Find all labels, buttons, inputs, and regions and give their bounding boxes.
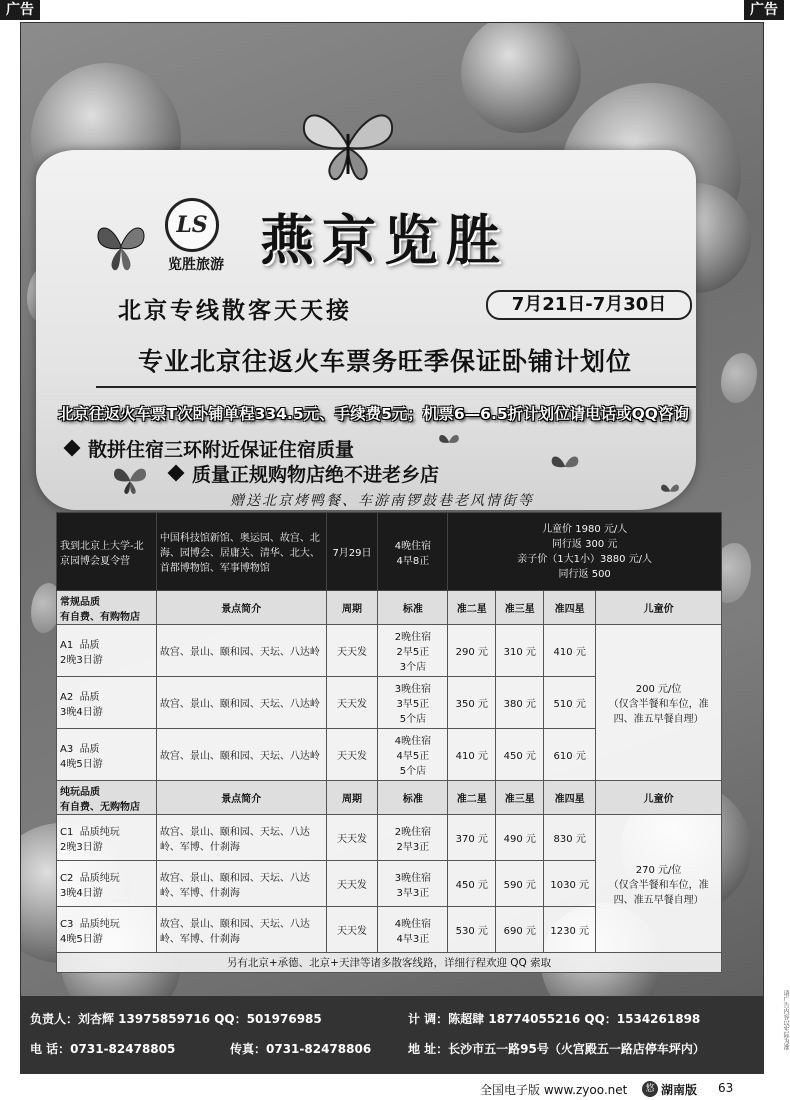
- petal-decoration: [721, 353, 757, 403]
- contact-address: 地 址：长沙市五一路95号（火宫殿五一路店停车坪内）: [408, 1042, 705, 1056]
- summer-camp-prices: 儿童价 1980 元/人 同行返 300 元 亲子价（1大1小）3880 元/人 同行返 500: [448, 513, 722, 591]
- publisher-seal-icon: 悠: [642, 1081, 658, 1097]
- contact-fax: 传真：0731-82478806: [230, 1042, 372, 1056]
- table-row: C3 品质纯玩 4晚5日游 故宫、景山、颐和园、天坛、八达岭、军博、什刹海 天天发 4晚住宿 4早3正 530 元 690 元 1230 元: [57, 907, 722, 953]
- table-row: A1 品质 2晚3日游 故宫、景山、颐和园、天坛、八达岭 天天发 2晚住宿 2早5正 3个店 290 元 310 元 410 元 200 元/位 （仅含半餐和车位，准四、准五早餐自理）: [57, 625, 722, 677]
- contact-phone: 电 话：0731-82478805: [30, 1042, 176, 1056]
- page-footer: [0, 1078, 790, 1100]
- pure-child-price: 270 元/位 （仅含半餐和车位，准四、准五早餐自理）: [596, 815, 722, 953]
- butterfly-icon: [94, 218, 148, 274]
- table-row: C2 品质纯玩 3晚4日游 故宫、景山、颐和园、天坛、八达岭、军博、什刹海 天天发 3晚住宿 3早3正 450 元 590 元 1030 元: [57, 861, 722, 907]
- summer-camp-name: 我到北京上大学-北京园博会夏令营: [57, 513, 157, 591]
- regular-header-row: 常规品质 有自费、有购物店 景点简介 周期 标准 准二星 准三星 准四星 儿童价: [57, 591, 722, 625]
- bullet-shopping: 质量正规购物店绝不进老乡店: [170, 460, 439, 487]
- side-disclaimer: 请广告内容以实际为准: [782, 990, 789, 1050]
- rose-decoration: [461, 22, 581, 133]
- footnote-text: 另有北京+承德、北京+天津等诸多散客线路，详细行程欢迎 QQ 索取: [57, 953, 722, 973]
- page-number: 63: [718, 1081, 734, 1095]
- contact-bar: [20, 996, 764, 1074]
- butterfly-icon: [550, 452, 580, 480]
- summer-camp-standard: 4晚住宿 4早8正: [378, 513, 448, 591]
- table-row: A2 品质 3晚4日游 故宫、景山、颐和园、天坛、八达岭 天天发 3晚住宿 3早5正 5个店 350 元 380 元 510 元: [57, 677, 722, 729]
- gift-note: 赠送北京烤鸭餐、车游南锣鼓巷老风情街等: [230, 493, 534, 509]
- summer-camp-spots: 中国科技馆新馆、奥运园、故宫、北海、园博会、居庸关、清华、北大、首都博物馆、军事博物馆: [156, 513, 326, 591]
- butterfly-icon: [112, 464, 148, 496]
- summer-camp-date: 7月29日: [326, 513, 378, 591]
- ad-tag-left: 广告: [0, 0, 40, 20]
- contact-planner: 计 调：陈超肆 18774055216 QQ：1534261898: [408, 1012, 701, 1026]
- edition-label: 全国电子版 www.zyoo.net: [480, 1083, 628, 1097]
- company-name: 览胜旅游: [168, 257, 224, 273]
- table-row: A3 品质 4晚5日游 故宫、景山、颐和园、天坛、八达岭 天天发 4晚住宿 4早5正 5个店 410 元 450 元 610 元: [57, 729, 722, 781]
- region-label: 湖南版: [661, 1083, 698, 1097]
- butterfly-icon: [300, 104, 396, 188]
- tour-price-table: [56, 512, 722, 973]
- contact-manager: 负责人：刘杏辉 13975859716 QQ：501976985: [30, 1012, 322, 1026]
- headline-train-tickets: 专业北京往返火车票务旺季保证卧铺计划位: [138, 347, 633, 376]
- headline-daily-pickup: 北京专线散客天天接: [118, 298, 352, 324]
- butterfly-icon: [438, 432, 460, 452]
- date-range-badge: 7月21日-7月30日: [486, 290, 692, 320]
- company-logo: LS: [165, 198, 219, 252]
- summer-camp-row: [57, 513, 722, 591]
- table-row: C1 品质纯玩 2晚3日游 故宫、景山、颐和园、天坛、八达岭、军博、什刹海 天天发 2晚住宿 2早3正 370 元 490 元 830 元 270 元/位 （仅含半餐和车位，准四、准五早餐自理）: [57, 815, 722, 861]
- headline-ticket-prices: 北京往返火车票T次卧铺单程334.5元、手续费5元；机票6—6.5折计划位请电话或QQ咨询: [58, 405, 689, 423]
- diamond-bullet-icon: [64, 440, 81, 457]
- footnote-row: [57, 953, 722, 973]
- ad-tag-right: 广告: [744, 0, 784, 20]
- diamond-bullet-icon: [168, 465, 185, 482]
- butterfly-icon: [660, 482, 680, 500]
- bullet-accommodation: 散拼住宿三环附近保证住宿质量: [66, 435, 354, 462]
- brand-title: 燕京览胜: [260, 208, 508, 272]
- regular-child-price: 200 元/位 （仅含半餐和车位，准四、准五早餐自理）: [596, 625, 722, 781]
- pure-header-row: 纯玩品质 有自费、无购物店 景点简介 周期 标准 准二星 准三星 准四星 儿童价: [57, 781, 722, 815]
- divider-line: [96, 386, 696, 388]
